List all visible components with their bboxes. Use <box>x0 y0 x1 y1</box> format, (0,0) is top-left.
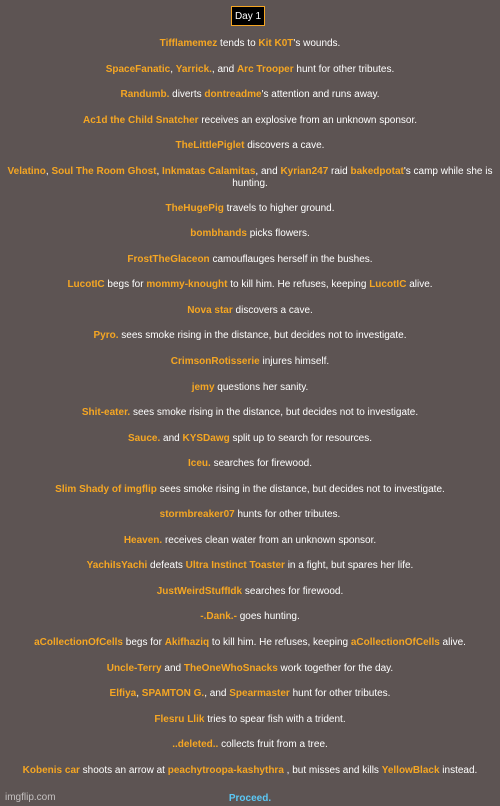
event-text: goes hunting. <box>236 611 300 623</box>
tribute-name: JustWeirdStuffIdk <box>156 585 243 597</box>
tribute-name: Iceu. <box>188 458 211 470</box>
tribute-name: Uncle-Terry <box>106 662 162 674</box>
tribute-name: LucotIC <box>369 279 407 291</box>
event-text: hunt for other tributes. <box>293 63 395 75</box>
event-text: alive. <box>406 279 433 291</box>
event-text: alive. <box>439 637 466 649</box>
event-text: , <box>136 688 142 700</box>
tribute-name: Yarrick. <box>175 63 212 75</box>
event-line <box>0 115 500 127</box>
tribute-name: YachiIsYachi <box>86 560 148 572</box>
event-text: tries to spear fish with a trident. <box>204 713 346 725</box>
tribute-name: Ultra Instinct Toaster <box>185 560 285 572</box>
event-text: searches for firewood. <box>210 458 312 470</box>
tribute-name: Soul The Room Ghost <box>51 165 157 177</box>
event-text: collects fruit from a tree. <box>218 739 328 751</box>
event-text: 's wounds. <box>293 38 341 49</box>
event-text: tends to <box>217 38 259 49</box>
event-line <box>0 203 500 215</box>
event-line <box>0 688 500 700</box>
tribute-name: Kobenis car <box>22 764 80 776</box>
tribute-name: Velatino <box>7 165 46 177</box>
tribute-name: Shit-eater. <box>81 407 131 419</box>
event-line <box>0 586 500 598</box>
event-text: , <box>45 165 52 177</box>
tribute-name: Tifflamemez <box>159 38 218 49</box>
tribute-name: stormbreaker07 <box>159 509 235 521</box>
event-line <box>0 407 500 419</box>
event-text: raid <box>328 165 351 177</box>
event-text: and <box>160 432 183 444</box>
tribute-name: Pyro. <box>93 330 119 342</box>
tribute-name: KYSDawg <box>182 432 230 444</box>
event-text: begs for <box>104 279 147 291</box>
event-text: in a fight, but spares her life. <box>284 560 414 572</box>
event-line <box>0 254 500 266</box>
event-line <box>0 765 500 777</box>
event-text: instead. <box>439 764 478 776</box>
event-text: discovers a cave. <box>244 140 325 152</box>
event-text: sees smoke rising in the distance, but decides not to investigate. <box>130 407 419 419</box>
tribute-name: Akifhaziq <box>164 637 210 649</box>
tribute-name: bombhands <box>190 228 247 240</box>
tribute-name: TheLittlePiglet <box>175 140 245 152</box>
event-line <box>0 611 500 623</box>
event-text: to kill him. He refuses, keeping <box>209 637 351 649</box>
event-line <box>0 535 500 547</box>
event-text: , and <box>255 165 281 177</box>
event-line <box>0 140 500 152</box>
event-text: searches for firewood. <box>242 585 344 597</box>
tribute-name: Randumb. <box>120 89 170 101</box>
event-line <box>0 89 500 101</box>
tribute-name: LucotIC <box>67 279 105 291</box>
event-text: 's camp while she is hunting. <box>232 165 493 189</box>
event-text: diverts <box>169 89 205 101</box>
tribute-name: Nova star <box>187 304 233 316</box>
tribute-name: FrostTheGlaceon <box>127 253 210 265</box>
event-text: , and <box>204 688 230 700</box>
tribute-name: SpaceFanatic <box>105 63 171 75</box>
proceed-link[interactable]: Proceed. <box>228 793 272 804</box>
tribute-name: Arc Trooper <box>236 63 294 75</box>
event-text: , <box>156 165 163 177</box>
event-text: travels to higher ground. <box>223 202 335 214</box>
event-text: injures himself. <box>259 356 330 368</box>
tribute-name: Ac1d the Child Snatcher <box>82 114 199 126</box>
event-line <box>0 305 500 317</box>
event-text: hunts for other tributes. <box>234 509 341 521</box>
event-line <box>0 356 500 368</box>
event-text: , but misses and kills <box>283 764 382 776</box>
event-line <box>0 279 500 291</box>
event-line <box>0 458 500 470</box>
event-text: 's attention and runs away. <box>261 89 380 101</box>
tribute-name: Sauce. <box>127 432 161 444</box>
event-text: hunt for other tributes. <box>289 688 391 700</box>
tribute-name: Inkmatas Calamitas <box>162 165 256 177</box>
tribute-name: bakedpotat <box>350 165 404 177</box>
event-text: discovers a cave. <box>232 304 313 316</box>
event-line <box>0 382 500 394</box>
tribute-name: aCollectionOfCells <box>34 637 123 649</box>
tribute-name: TheOneWhoSnacks <box>183 662 278 674</box>
event-text: to kill him. He refuses, keeping <box>227 279 370 291</box>
event-text: split up to search for resources. <box>229 432 373 444</box>
event-text: shoots an arrow at <box>79 764 168 776</box>
event-text: receives an explosive from an unknown sponsor. <box>198 114 418 126</box>
tribute-name: dontreadme <box>204 89 262 101</box>
watermark: imgflip.com <box>5 792 56 803</box>
event-line <box>0 714 500 726</box>
tribute-name: Elfiya <box>109 688 137 700</box>
event-text: work together for the day. <box>277 662 394 674</box>
tribute-name: Slim Shady of imgflip <box>55 483 157 495</box>
tribute-name: TheHugePig <box>165 202 224 214</box>
event-line <box>0 228 500 240</box>
event-line <box>0 739 500 751</box>
event-line <box>0 484 500 496</box>
tribute-name: peachytroopa-kashythra <box>167 764 284 776</box>
event-text: and <box>161 662 184 674</box>
tribute-name: Kit K0T <box>258 38 294 49</box>
event-text: picks flowers. <box>246 228 310 240</box>
event-line <box>0 663 500 675</box>
event-line <box>0 509 500 521</box>
day-label: Day 1 <box>231 6 265 26</box>
tribute-name: Flesru Llik <box>154 713 205 725</box>
tribute-name: YellowBlack <box>381 764 440 776</box>
event-text: , <box>170 63 176 75</box>
event-line <box>0 433 500 445</box>
tribute-name: ..deleted.. <box>172 739 219 751</box>
tribute-name: aCollectionOfCells <box>350 637 440 649</box>
event-line <box>0 38 500 50</box>
tribute-name: CrimsonRotisserie <box>170 356 260 368</box>
tribute-name: Spearmaster <box>229 688 290 700</box>
event-text: , and <box>211 63 237 75</box>
event-text: receives clean water from an unknown sponsor. <box>162 534 377 546</box>
event-line <box>0 64 500 76</box>
event-text: sees smoke rising in the distance, but decides not to investigate. <box>156 483 445 495</box>
event-line <box>0 560 500 572</box>
event-line <box>0 637 500 649</box>
event-text: camouflauges herself in the bushes. <box>209 253 373 265</box>
tribute-name: SPAMTON G. <box>141 688 205 700</box>
event-text: begs for <box>122 637 165 649</box>
event-text: questions her sanity. <box>214 381 309 393</box>
event-line <box>0 330 500 342</box>
tribute-name: mommy-knought <box>146 279 228 291</box>
event-text: sees smoke rising in the distance, but decides not to investigate. <box>118 330 407 342</box>
tribute-name: -.Dank.- <box>200 611 237 623</box>
tribute-name: Kyrian247 <box>280 165 329 177</box>
tribute-name: Heaven. <box>123 534 163 546</box>
event-line <box>0 166 500 190</box>
event-log <box>0 38 500 790</box>
event-text: defeats <box>147 560 186 572</box>
tribute-name: jemy <box>191 381 215 393</box>
